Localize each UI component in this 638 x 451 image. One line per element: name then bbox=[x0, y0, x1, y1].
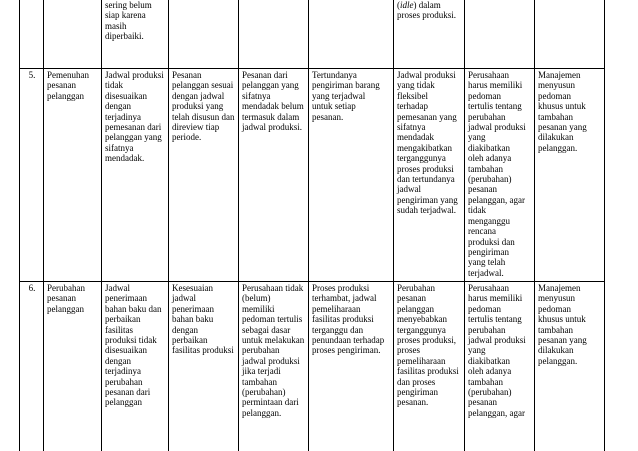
impact-cell: Perusahaan tidak (belum) memiliki pedoman tertulis sebagai dasar untuk melakukan perubahan jadwal produksi jika terjadi tambahan (perubahan) permintaan dari pelanggan. bbox=[239, 282, 309, 451]
constraint-cell: Proses produksi terhambat, jadwal pemeliharaan fasilitas produksi terganggu dan penundaan terhadap proses pengiriman. bbox=[309, 282, 394, 451]
action-cell: Manajemen menyusun pedoman khusus untuk tambahan pesanan yang dilakukan pelanggan. bbox=[535, 69, 605, 282]
table-row bbox=[20, 282, 605, 451]
risk-cell: Jadwal produksi yang tidak fleksibel terhadap pemesanan yang sifatnya mendadak mengakibatkan terganggunya proses produksi dan tertundanya jadwal pengiriman yang sudah terjadwal. bbox=[394, 69, 465, 282]
idle-term: idle bbox=[400, 0, 414, 10]
recommendation-cell: Perusahaan harus memiliki pedoman tertulis tentang perubahan jadwal produksi yang diakibatkan oleh adanya tambahan (perubahan) pesanan pelanggan, agar bbox=[465, 282, 535, 451]
table-row bbox=[20, 69, 605, 282]
table-row bbox=[20, 0, 605, 69]
risk-text: ) dalam proses produksi. bbox=[397, 0, 456, 21]
action-cell bbox=[535, 0, 605, 69]
aspect-cell: Perubahan pesanan pelanggan bbox=[44, 282, 102, 451]
recommendation-cell: Perusahaan harus memiliki pedoman tertulis tentang perubahan jadwal produksi yang diakibatkan oleh adanya tambahan (perubahan) pesanan pelanggan, agar tidak menganggu rencana produksi dan pengiriman yang telah terjadwal. bbox=[465, 69, 535, 282]
impact-cell: Pesanan dari pelanggan yang sifatnya mendadak belum termasuk dalam jadwal produksi. bbox=[239, 69, 309, 282]
audit-findings-table bbox=[19, 0, 605, 451]
activity-cell: Jadwal produksi tidak disesuaikan dengan terjadinya pemesanan dari pelanggan yang sifatnya mendadak. bbox=[102, 69, 169, 282]
action-cell: Manajemen menyusun pedoman khusus untuk tambahan pesanan yang dilakukan pelanggan. bbox=[535, 282, 605, 451]
risk-cell: (idle) dalam proses produksi. bbox=[394, 0, 465, 69]
activity-cell: sering belum siap karena masih diperbaiki. bbox=[102, 0, 169, 69]
constraint-cell bbox=[309, 0, 394, 69]
cause-cell: Kesesuaian jadwal penerimaan bahan baku dengan perbaikan fasilitas produksi bbox=[169, 282, 239, 451]
row-number: 5. bbox=[20, 69, 44, 282]
recommendation-cell bbox=[465, 0, 535, 69]
row-number: 6. bbox=[20, 282, 44, 451]
risk-cell: Perubahan pesanan pelanggan menyebabkan terganggunya proses produksi, proses pemeliharaan fasilitas produksi dan proses pengiriman pesanan. bbox=[394, 282, 465, 451]
impact-cell bbox=[239, 0, 309, 69]
row-number bbox=[20, 0, 44, 69]
aspect-cell: Pemenuhan pesanan pelanggan bbox=[44, 69, 102, 282]
aspect-cell bbox=[44, 0, 102, 69]
cause-cell bbox=[169, 0, 239, 69]
constraint-cell: Tertundanya pengiriman barang yang terjadwal untuk setiap pesanan. bbox=[309, 69, 394, 282]
cause-cell: Pesanan pelanggan sesuai dengan jadwal produksi yang telah disusun dan direview tiap periode. bbox=[169, 69, 239, 282]
activity-cell: Jadwal penerimaan bahan baku dan perbaikan fasilitas produksi tidak disesuaikan dengan terjadinya perubahan pesanan dari pelanggan bbox=[102, 282, 169, 451]
